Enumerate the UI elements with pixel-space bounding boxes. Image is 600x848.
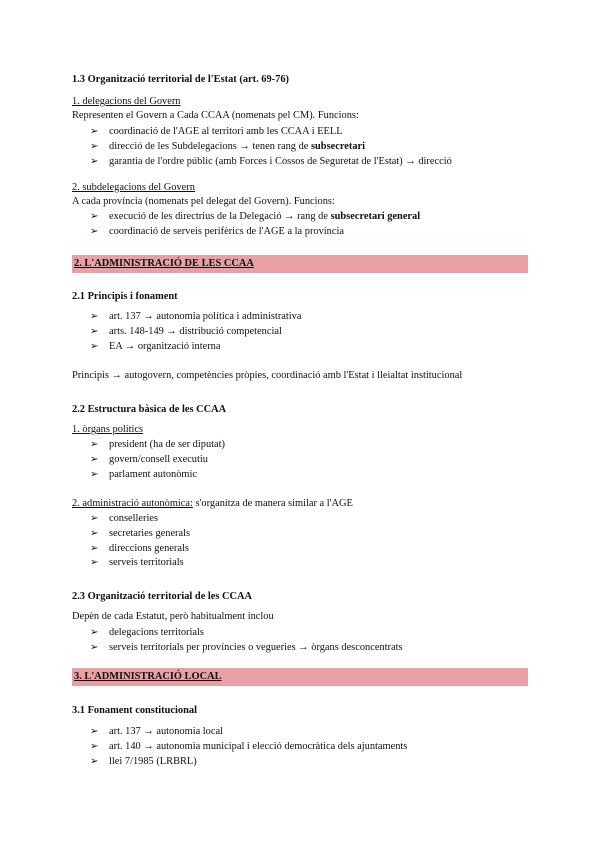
bold-term: subsecretari general [330,211,421,222]
list-item-text: president (ha de ser diputat) [109,439,225,450]
bullet-arrow-icon: ➢ [90,341,99,352]
bullet-arrow-icon: ➢ [90,543,99,554]
section-band-2 [72,255,528,273]
list-item-text: execució de les directrius de la Delegació → rang de subsecretari general [109,211,421,222]
bullet-arrow-icon: ➢ [90,469,99,480]
paragraph-2-3-intro: Depèn de cada Estatut, però habitualment inclou [72,611,274,622]
bullet-arrow-icon: ➢ [90,557,99,568]
paragraph-subdelegacions-intro: A cada província (nomenats pel delegat del Govern). Funcions: [72,196,335,207]
subheading-administracio-autonomica: 2. administració autonòmica: s'organitza de manera similar a l'AGE [72,498,353,509]
bullet-arrow-icon: ➢ [90,439,99,450]
bullet-arrow-icon: ➢ [90,211,99,222]
bullet-arrow-icon: ➢ [90,528,99,539]
bullet-arrow-icon: ➢ [90,326,99,337]
bullet-arrow-icon: ➢ [90,513,99,524]
list-item-text: coordinació de serveis perifèrics de l'AGE a la província [109,226,344,237]
section-band-title: 3. L'ADMINISTRACIÓ LOCAL [74,671,222,682]
bullet-arrow-icon: ➢ [90,141,99,152]
list-item-text: govern/consell executiu [109,454,208,465]
list-item-text: parlament autonòmic [109,469,198,480]
bullet-arrow-icon: ➢ [90,726,99,737]
list-item-text: arts. 148-149 → distribució competencial [109,326,282,337]
section-band-3 [72,668,528,686]
bullet-arrow-icon: ➢ [90,627,99,638]
subheading-organs-politics: 1. òrgans polítics [72,424,144,435]
subheading-delegacions: 1. delegacions del Govern [72,96,181,107]
bullet-arrow-icon: ➢ [90,454,99,465]
bullet-arrow-icon: ➢ [90,126,99,137]
list-item-text: coordinació de l'AGE al territori amb les CCAA i EELL [109,126,343,137]
bullet-arrow-icon: ➢ [90,756,99,767]
list-item-text: EA → organització interna [109,341,221,352]
list-item-text: secretaries generals [109,528,191,539]
section-title-2-2: 2.2 Estructura bàsica de les CCAA [72,404,227,415]
list-item-text: delegacions territorials [109,627,204,638]
bullet-arrow-icon: ➢ [90,226,99,237]
list-item-text: serveis territorials per províncies o vegueries → òrgans desconcentrats [109,642,403,653]
section-title-2-3: 2.3 Organització territorial de les CCAA [72,591,253,602]
paragraph-principis: Principis → autogovern, competències pròpies, coordinació amb l'Estat i lleialtat institucional [72,370,463,381]
list-item-text: serveis territorials [109,557,184,568]
section-title-2-1: 2.1 Principis i fonament [72,291,178,302]
section-title-3-1: 3.1 Fonament constitucional [72,705,197,716]
list-item-text: direccions generals [109,543,189,554]
section-title-1-3: 1.3 Organització territorial de l'Estat (art. 69-76) [72,74,289,85]
paragraph-delegacions-intro: Representen el Govern a Cada CCAA (nomenats pel CM). Funcions: [72,110,359,121]
bold-term: subsecretari [310,141,366,152]
list-item-text: direcció de les Subdelegacions → tenen rang de subsecretari [109,141,366,152]
bullet-arrow-icon: ➢ [90,741,99,752]
list-item-text: art. 140 → autonomia municipal i elecció democràtica dels ajuntaments [109,741,408,752]
bullet-arrow-icon: ➢ [90,642,99,653]
subheading-subdelegacions: 2. subdelegacions del Govern [72,182,195,193]
list-item-text: conselleries [109,513,159,524]
section-band-title: 2. L'ADMINISTRACIÓ DE LES CCAA [74,258,254,269]
bullet-arrow-icon: ➢ [90,156,99,167]
list-item-text: llei 7/1985 (LRBRL) [109,756,197,767]
list-item-text: art. 137 → autonomia política i administrativa [109,311,302,322]
list-item-text: art. 137 → autonomia local [109,726,223,737]
bullet-arrow-icon: ➢ [90,311,99,322]
list-item-text: garantia de l'ordre públic (amb Forces i Cossos de Seguretat de l'Estat) → direcció [109,156,452,167]
